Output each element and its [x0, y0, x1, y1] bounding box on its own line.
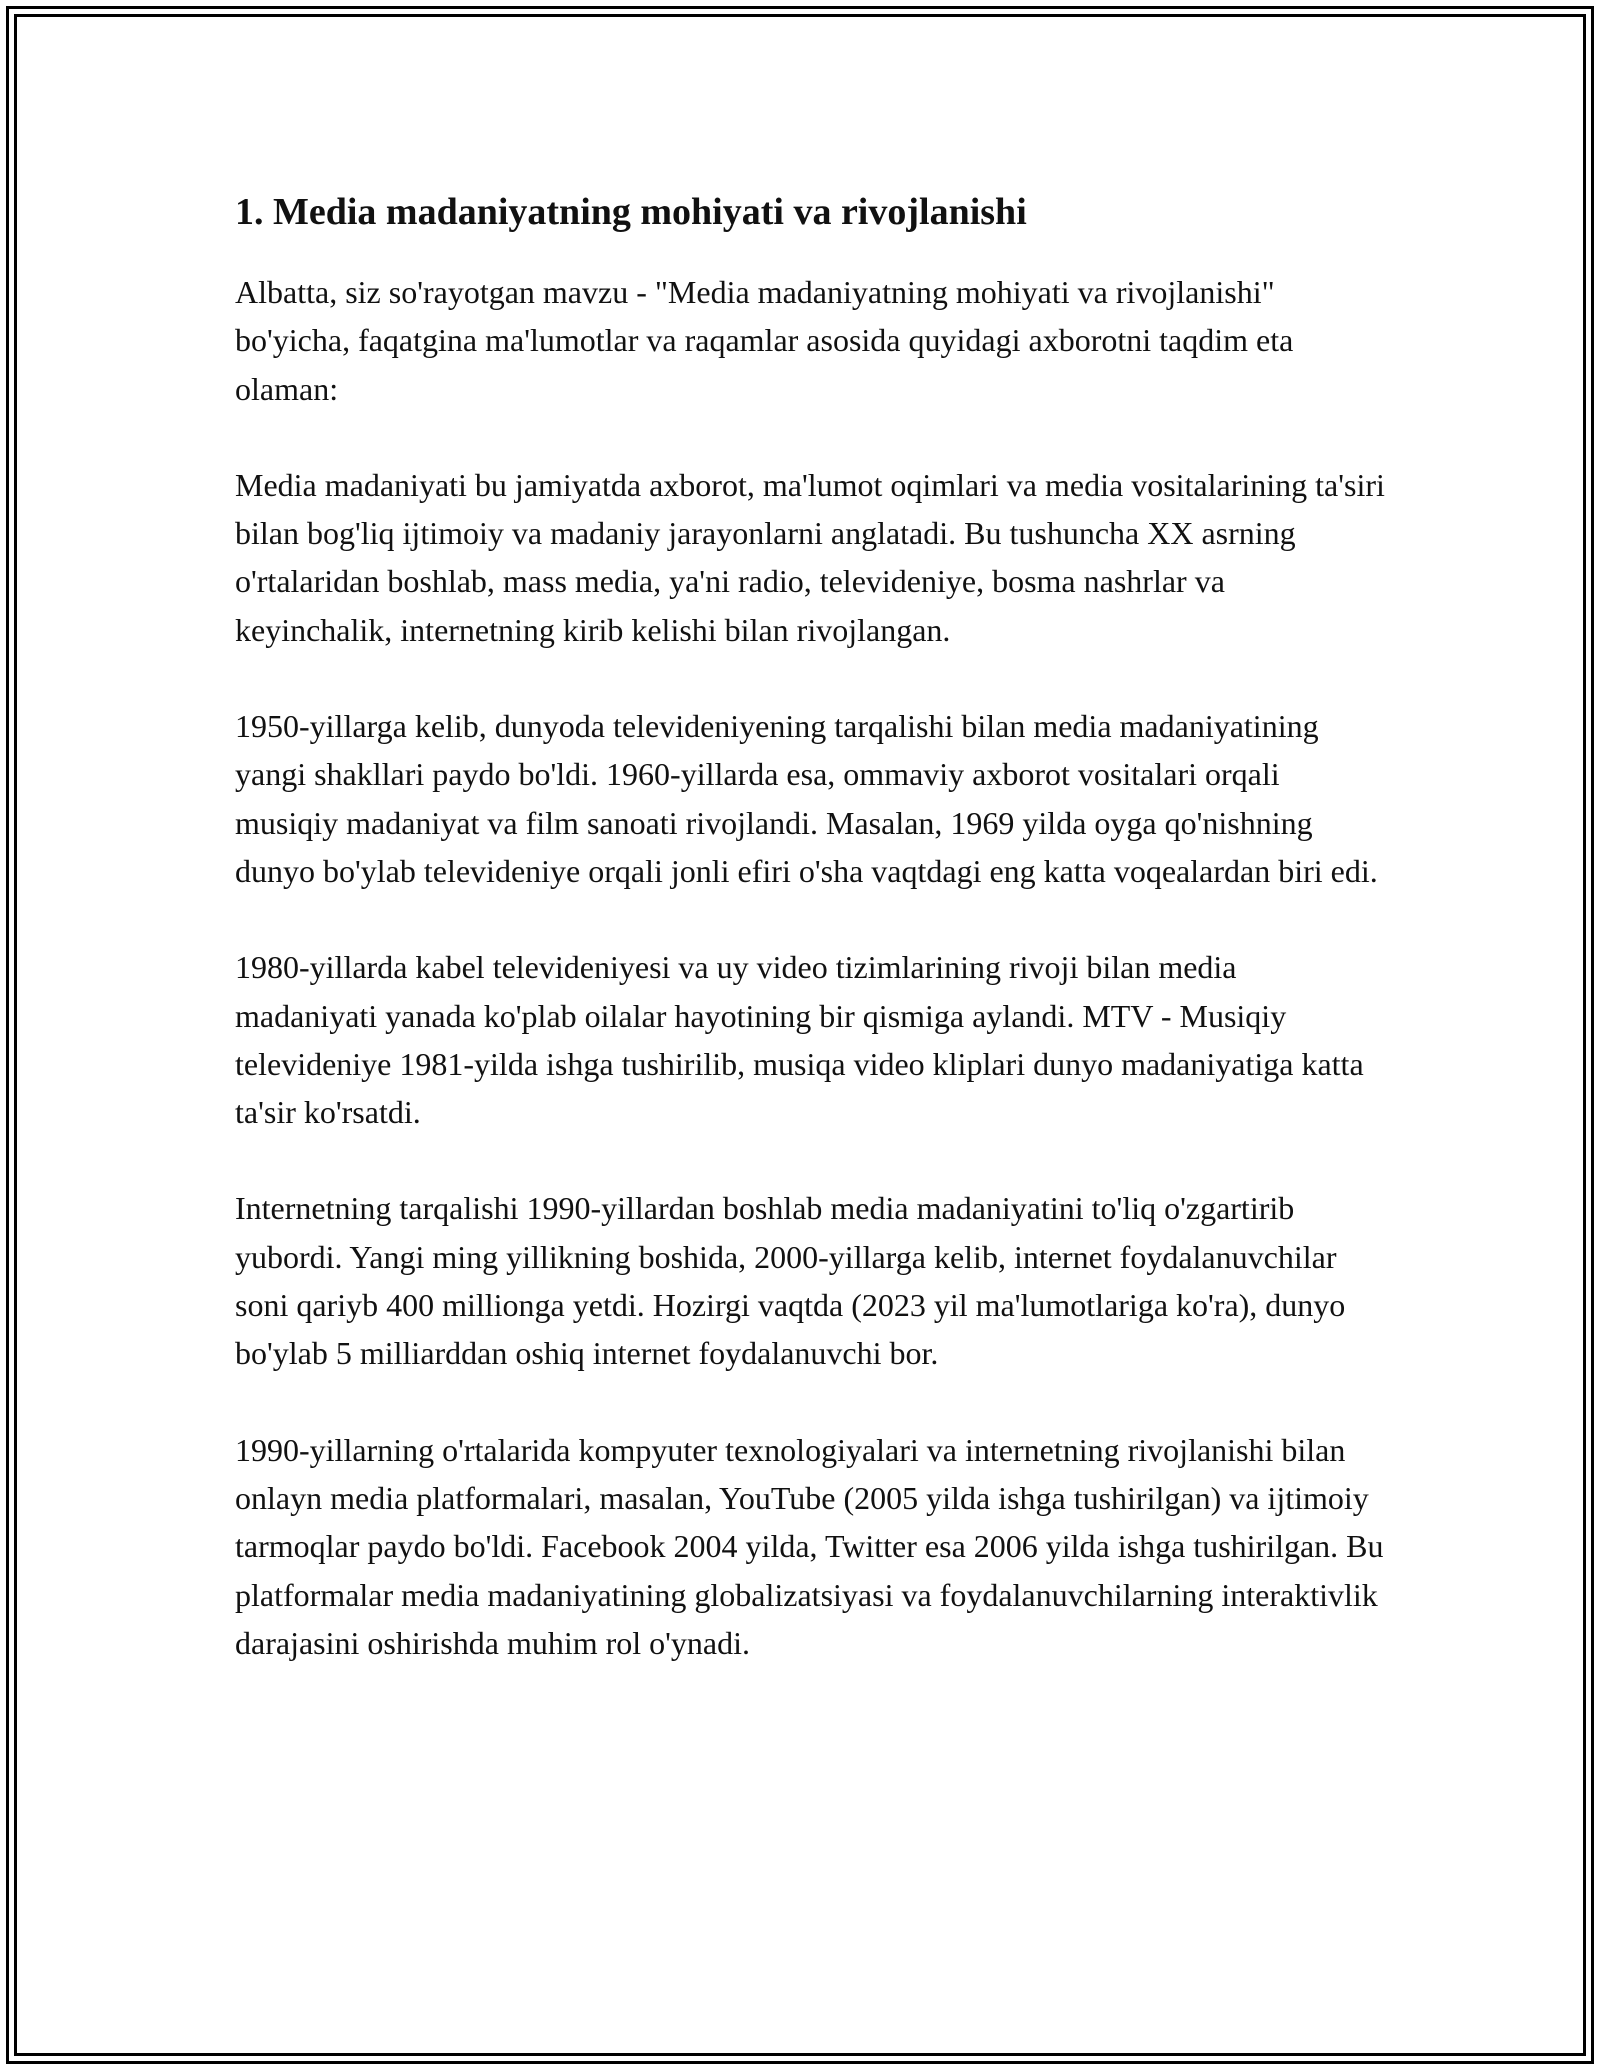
paragraph-definition: Media madaniyati bu jamiyatda axborot, ma'lumot oqimlari va media vositalarining ta'siri bilan bog'liq ijtimoiy va madaniy jarayonlarni anglatadi. Bu tushuncha XX asrning o'rtalaridan boshlab, mass media, ya'ni radio, televideniye, bosma nashrlar va keyinchalik, internetning kirib kelishi bilan rivojlangan.: [235, 466, 1385, 648]
document-body: [235, 188, 1385, 1667]
paragraph-internet: Internetning tarqalishi 1990-yillardan boshlab media madaniyatini to'liq o'zgartirib yubordi. Yangi ming yillikning boshida, 2000-yillarga kelib, internet foydalanuvchilar soni qariyb 400 millionga yetdi. Hozirgi vaqtda (2023 yil ma'lumotlariga ko'ra), dunyo bo'ylab 5 milliarddan oshiq internet foydalanuvchi bor.: [235, 1190, 1346, 1372]
section-title: 1. Media madaniyatning mohiyati va rivojlanishi: [235, 191, 1027, 233]
paragraph-online-platforms: 1990-yillarning o'rtalarida kompyuter texnologiyalari va internetning rivojlanishi bilan onlayn media platformalari, masalan, YouTube (2005 yilda ishga tushirilgan) va ijtimoiy tarmoqlar paydo bo'ldi. Facebook 2004 yilda, Twitter esa 2006 yilda ishga tushirilgan. Bu platformalar media madaniyatining globalizatsiyasi va foydalanuvchilarning interaktivlik darajasini oshirishda muhim rol o'ynadi.: [235, 1431, 1384, 1661]
paragraph-intro: Albatta, siz so'rayotgan mavzu - "Media madaniyatning mohiyati va rivojlanishi" bo'yicha, faqatgina ma'lumotlar va raqamlar asosida quyidagi axborotni taqdim eta olaman:: [235, 274, 1294, 407]
paragraph-1950s: 1950-yillarga kelib, dunyoda televideniyening tarqalishi bilan media madaniyatining yangi shakllari paydo bo'ldi. 1960-yillarda esa, ommaviy axborot vositalari orqali musiqiy madaniyat va film sanoati rivojlandi. Masalan, 1969 yilda oyga qo'nishning dunyo bo'ylab televideniye orqali jonli efiri o'sha vaqtdagi eng katta voqealardan biri edi.: [235, 708, 1378, 889]
paragraph-1980s: 1980-yillarda kabel televideniyesi va uy video tizimlarining rivoji bilan media madaniyati yanada ko'plab oilalar hayotining bir qismiga aylandi. MTV - Musiqiy televideniye 1981-yilda ishga tushirilib, musiqa video kliplari dunyo madaniyatiga katta ta'sir ko'rsatdi.: [235, 949, 1364, 1131]
